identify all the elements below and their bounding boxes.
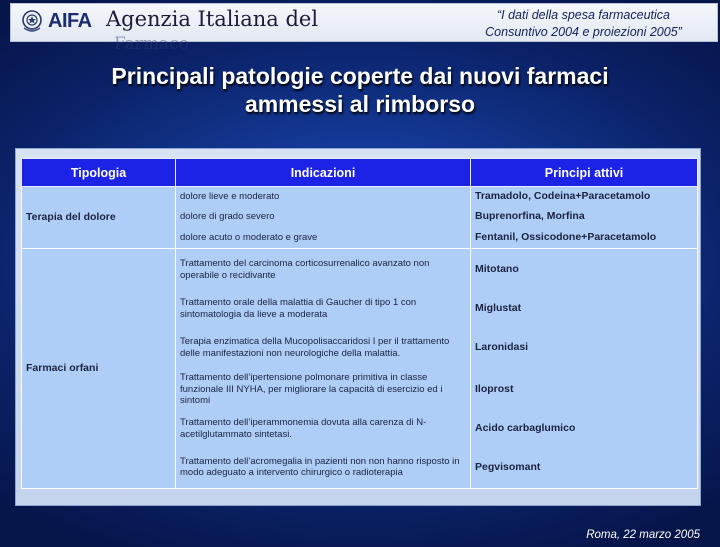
column-header-principi-attivi: Principi attivi xyxy=(471,159,698,187)
column-header-tipologia: Tipologia xyxy=(22,159,176,187)
report-title-line1: “I dati della spesa farmaceutica xyxy=(496,8,670,22)
principio-cell: Buprenorfina, Morfina xyxy=(471,207,698,228)
report-title-line2: Consuntivo 2004 e proiezioni 2005” xyxy=(485,25,682,39)
column-header-indicazioni: Indicazioni xyxy=(176,159,471,187)
tipologia-terapia-dolore: Terapia del dolore xyxy=(22,187,176,249)
indicazione-cell: Trattamento dell’iperammonemia dovuta alla carenza di N-acetilglutammato sintetasi. xyxy=(176,411,471,447)
slide-title-line1: Principali patologie coperte dai nuovi farmaci xyxy=(111,63,609,89)
indicazione-cell: Trattamento del carcinoma corticosurrenalico avanzato non operabile o recidivante xyxy=(176,249,471,291)
principio-cell: Mitotano xyxy=(471,249,698,291)
principio-cell: Miglustat xyxy=(471,291,698,327)
slide-title xyxy=(20,62,700,118)
indicazione-cell: dolore lieve e moderato xyxy=(176,187,471,207)
table-header-row xyxy=(22,159,698,187)
agency-name: Agenzia Italiana del xyxy=(106,7,319,31)
footer-date: Roma, 22 marzo 2005 xyxy=(586,529,700,541)
aifa-logo: AIFA xyxy=(48,10,92,32)
indicazione-cell: Trattamento orale della malattia di Gaucher di tipo 1 con sintomatologia da lieve a moderata xyxy=(176,291,471,327)
table-row xyxy=(22,249,698,291)
principio-cell: Pegvisomant xyxy=(471,447,698,489)
indicazione-cell: dolore acuto o moderato e grave xyxy=(176,228,471,249)
indicazione-cell: dolore di grado severo xyxy=(176,207,471,228)
principio-cell: Acido carbaglumico xyxy=(471,411,698,447)
report-title xyxy=(441,7,720,41)
agency-name-overflow: Farmaco xyxy=(114,34,189,54)
header-bar xyxy=(10,3,718,54)
principio-cell: Laronidasi xyxy=(471,327,698,369)
indicazione-cell: Trattamento dell’acromegalia in pazienti non non hanno risposto in modo adeguato a intervento chirurgico o radioterapia xyxy=(176,447,471,489)
indicazione-cell: Terapia enzimatica della Mucopolisaccaridosi I per il trattamento delle manifestazioni non neurologiche della malattia. xyxy=(176,327,471,369)
tipologia-farmaci-orfani: Farmaci orfani xyxy=(22,249,176,489)
italian-emblem-icon xyxy=(21,9,43,33)
patologie-table xyxy=(21,158,698,489)
table-row xyxy=(22,187,698,207)
slide-title-line2: ammessi al rimborso xyxy=(244,91,476,117)
principio-cell: Tramadolo, Codeina+Paracetamolo xyxy=(471,187,698,207)
indicazione-cell: Trattamento dell’ipertensione polmonare primitiva in classe funzionale III NYHA, per migliorare la capacità di esercizio ed i sintomi xyxy=(176,369,471,411)
principio-cell: Iloprost xyxy=(471,369,698,411)
principio-cell: Fentanil, Ossicodone+Paracetamolo xyxy=(471,228,698,249)
